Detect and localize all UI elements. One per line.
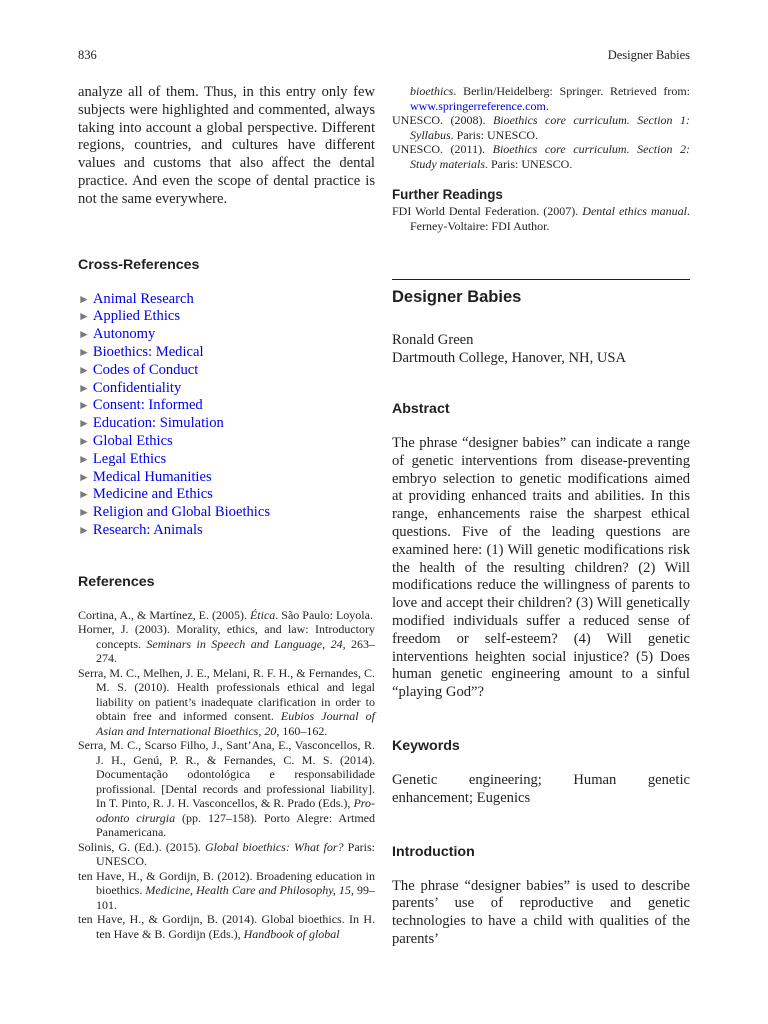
keywords-heading: Keywords <box>392 737 460 754</box>
arrow-icon: ► <box>78 344 90 359</box>
arrow-icon: ► <box>78 522 90 537</box>
running-title: Designer Babies <box>607 48 690 62</box>
reference-item: Solinis, G. (Ed.). (2015). Global bioethics: What for? Paris: UNESCO. <box>78 839 375 869</box>
keywords-text: Genetic engineering; Human genetic enhancement; Eugenics <box>392 771 690 806</box>
reference-url-link[interactable]: www.springerreference.com <box>410 98 546 113</box>
reference-item: ten Have, H., & Gordijn, B. (2014). Global bioethics. In H. ten Have & B. Gordijn (Eds.), Handbook of global <box>78 912 375 941</box>
article-divider <box>392 279 690 280</box>
further-reading-item: FDI World Dental Federation. (2007). Dental ethics manual. Ferney-Voltaire: FDI Author. <box>392 204 690 233</box>
arrow-icon: ► <box>78 469 90 484</box>
arrow-icon: ► <box>78 327 90 342</box>
cross-ref-item[interactable]: ► Applied Ethics <box>78 308 181 325</box>
article-title: Designer Babies <box>392 288 522 306</box>
cross-ref-item[interactable]: ► Codes of Conduct <box>78 361 199 378</box>
reference-item: UNESCO. (2011). Bioethics core curriculum. Section 2: Study materials. Paris: UNESCO. <box>392 142 690 171</box>
intro-paragraph: analyze all of them. Thus, in this entry only few subjects were highlighted and commented, always taking into account a global perspective. Different regions, countries, and cultures have different values and customs that also affect the dental practice. And even the scope of dental practice is not the same everywhere. <box>78 84 375 207</box>
cross-ref-item[interactable]: ► Autonomy <box>78 326 156 343</box>
cross-ref-item[interactable]: ► Research: Animals <box>78 521 203 538</box>
introduction-heading: Introduction <box>392 843 475 860</box>
arrow-icon: ► <box>78 433 90 448</box>
reference-item: UNESCO. (2008). Bioethics core curriculum. Section 1: Syllabus. Paris: UNESCO. <box>392 113 690 142</box>
reference-item: Cortina, A., & Martínez, E. (2005). Ética. São Paulo: Loyola. <box>78 607 373 622</box>
reference-item: Serra, M. C., Scarso Filho, J., Sant’Ana, E., Vasconcellos, R. J. H., Genú, P. R., & Fernandes, C. M. S. (2014). Documentação odontológica e responsabilidade profissional. [Dental records and professional liability]. In T. Pinto, R. J. H. Vasconcellos, & R. Prado (Eds.), Pro-odonto cirurgia (pp. 127–158). Porto Alegre: Artmed Panamericana. <box>78 738 375 840</box>
references-heading: References <box>78 573 155 590</box>
reference-item: ten Have, H., & Gordijn, B. (2012). Broadening education in bioethics. Medicine, Health Care and Philosophy, 15, 99–101. <box>78 868 376 912</box>
cross-ref-item[interactable]: ► Confidentiality <box>78 379 182 396</box>
cross-ref-item[interactable]: ► Education: Simulation <box>78 415 224 432</box>
cross-ref-item[interactable]: ► Global Ethics <box>78 432 173 449</box>
page-number: 836 <box>78 48 97 62</box>
reference-item: Serra, M. C., Melhen, J. E., Melani, R. F. H., & Fernandes, C. M. S. (2010). Health professionals ethical and legal liability on patient’s inadequate clarification in order to obtain free and informed consent. Eubios Journal of Asian and International Bioethics, 20, 160–162. <box>78 665 376 738</box>
abstract-heading: Abstract <box>392 401 450 417</box>
introduction-text: The phrase “designer babies” is used to describe parents’ use of reproductive and genetic technologies to have a child with qualities of the parents’ <box>392 877 690 947</box>
cross-ref-item[interactable]: ► Consent: Informed <box>78 397 203 414</box>
running-header <box>78 48 690 66</box>
cross-ref-item[interactable]: ► Religion and Global Bioethics <box>78 504 271 521</box>
reference-continuation: bioethics. Berlin/Heidelberg: Springer. Retrieved from: www.springerreference.com. <box>410 84 690 113</box>
references-continued <box>392 84 690 171</box>
cross-ref-item[interactable]: ► Animal Research <box>78 290 194 307</box>
cross-ref-item[interactable]: ► Medical Humanities <box>78 468 212 485</box>
arrow-icon: ► <box>78 505 90 520</box>
arrow-icon: ► <box>78 487 90 502</box>
arrow-icon: ► <box>78 416 90 431</box>
cross-ref-item[interactable]: ► Bioethics: Medical <box>78 343 204 360</box>
reference-item: Horner, J. (2003). Morality, ethics, and law: Introductory concepts. Seminars in Speech and Language, 24, 263–274. <box>78 622 376 666</box>
arrow-icon: ► <box>78 362 90 377</box>
cross-references-list <box>78 291 375 540</box>
arrow-icon: ► <box>78 451 90 466</box>
arrow-icon: ► <box>78 291 90 306</box>
further-readings-heading: Further Readings <box>392 187 503 202</box>
references-list <box>78 608 375 942</box>
cross-ref-item[interactable]: ► Medicine and Ethics <box>78 486 213 503</box>
author-name: Ronald Green <box>392 332 474 348</box>
further-readings-list <box>392 204 690 233</box>
arrow-icon: ► <box>78 309 90 324</box>
cross-ref-item[interactable]: ► Legal Ethics <box>78 450 167 467</box>
left-column <box>78 84 375 941</box>
right-column <box>392 84 690 949</box>
author-affiliation: Dartmouth College, Hanover, NH, USA <box>392 350 627 366</box>
cross-references-heading: Cross-References <box>78 256 200 273</box>
abstract-text: The phrase “designer babies” can indicate a range of genetic interventions from disease-preventing embryo selection to genetic modifications aimed at providing enhanced traits and abilities. In this range, enhancements raise the sharpest ethical questions. Five of the leading questions are examined here: (1) Will genetic modifications risk the health of the resulting children? (2) Will modifications reduce the willingness of parents to love and accept their children? (3) Will genetically modified individuals suffer a reduced sense of freedom or self-esteem? (4) Will genetic interventions heighten social injustice? (5) Does human genetic engineering amount to a sinful “playing God”? <box>392 435 690 701</box>
arrow-icon: ► <box>78 398 90 413</box>
arrow-icon: ► <box>78 380 90 395</box>
